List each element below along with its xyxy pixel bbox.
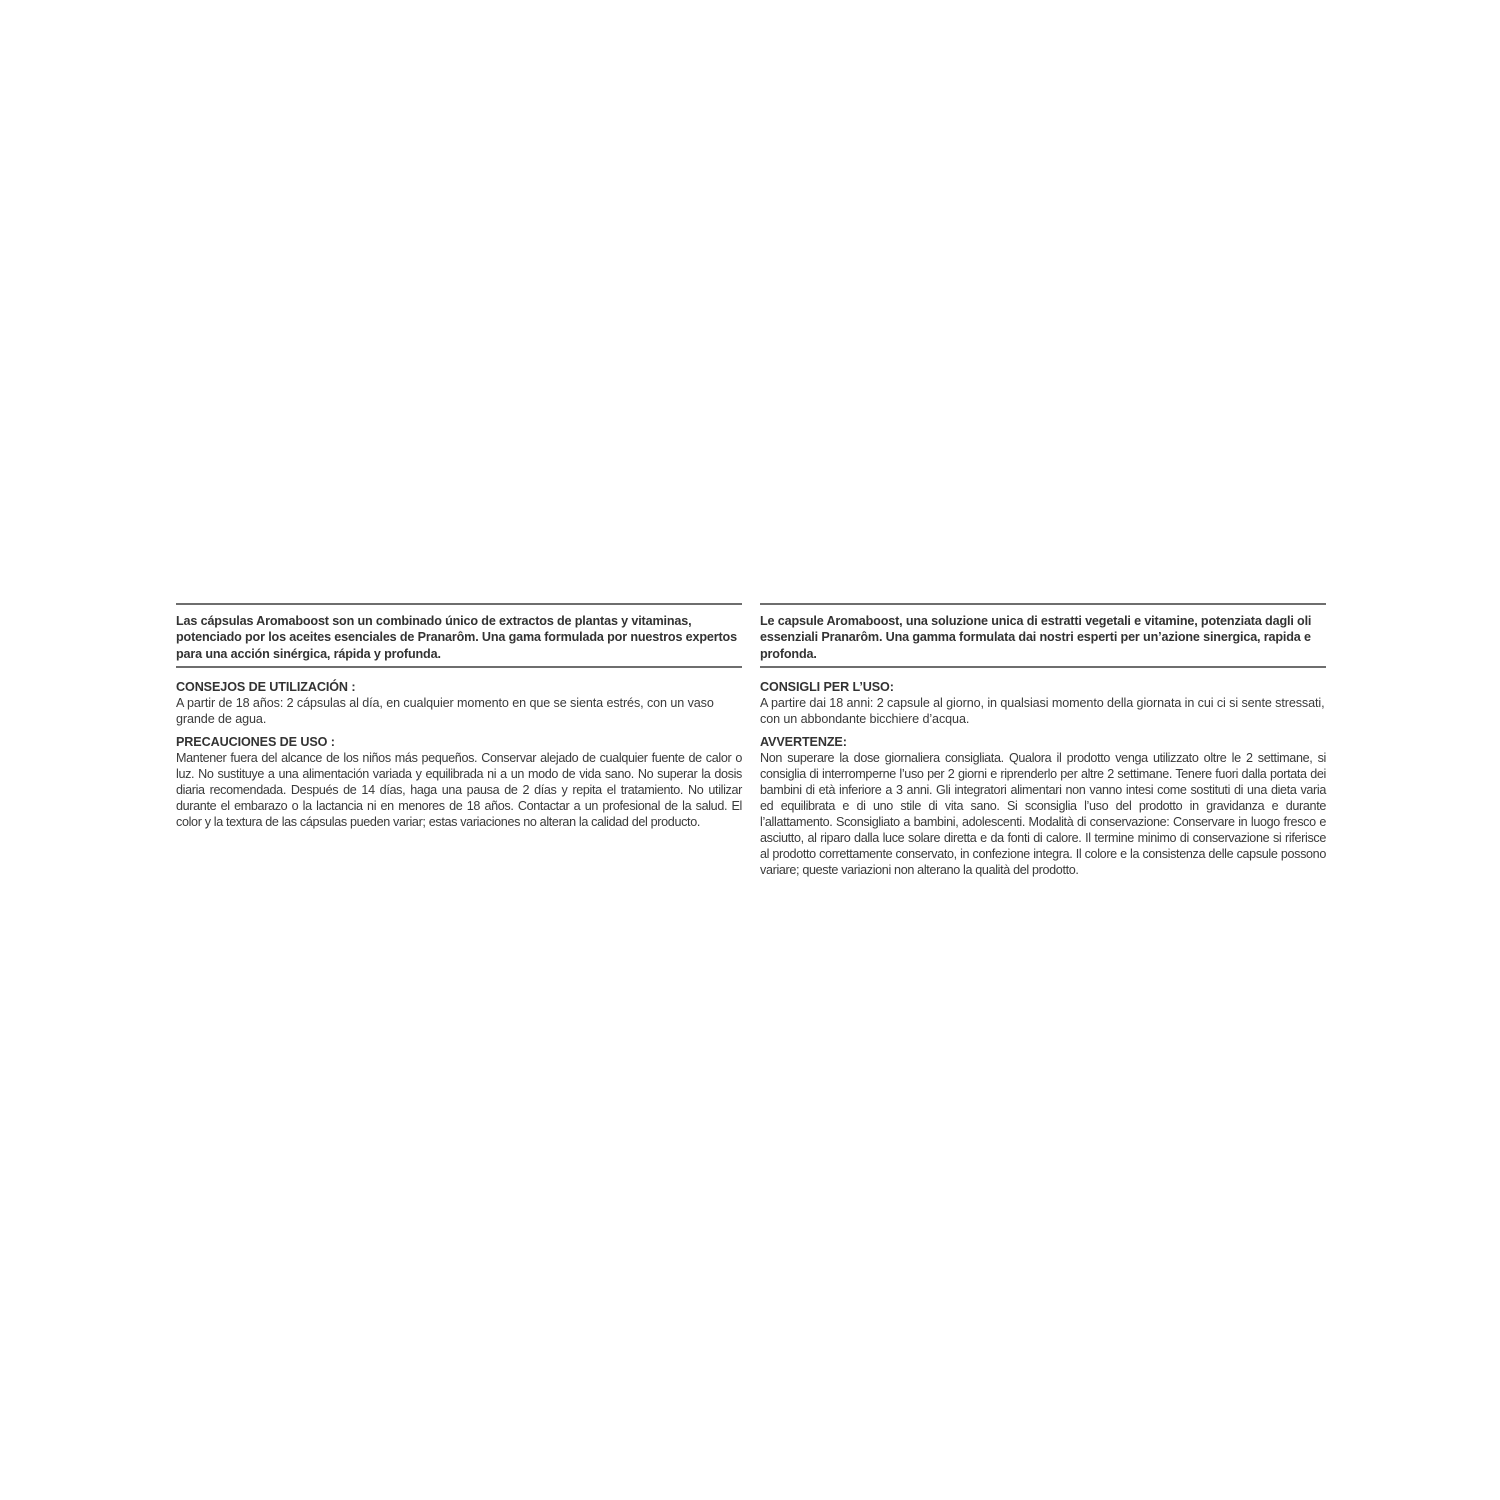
- intro-divider: [760, 666, 1326, 668]
- usage-section: [760, 680, 1326, 727]
- usage-heading: CONSEJOS DE UTILIZACIÓN :: [176, 680, 356, 695]
- intro-divider: [176, 666, 742, 668]
- precautions-section: [176, 735, 742, 830]
- top-divider: [176, 603, 742, 605]
- precautions-heading: PRECAUCIONES DE USO :: [176, 735, 335, 750]
- usage-text: A partir de 18 años: 2 cápsulas al día, en cualquier momento en que se sienta estrés, con un vaso grande de agua.: [176, 696, 714, 727]
- usage-text: A partire dai 18 anni: 2 capsule al giorno, in qualsiasi momento della giornata in cui ci si sente stressati, con un abbondante bicchiere d’acqua.: [760, 696, 1325, 727]
- usage-section: [176, 680, 742, 727]
- intro-paragraph: Le capsule Aromaboost, una soluzione unica di estratti vegetali e vitamine, potenziata dagli oli essenziali Pranarôm. Una gamma formulata dai nostri esperti per un’azione sinergica, rapida e profonda.: [760, 614, 1312, 661]
- usage-heading: CONSIGLI PER L’USO:: [760, 680, 894, 695]
- warnings-text: Non superare la dose giornaliera consigliata. Qualora il prodotto venga utilizzato oltre le 2 settimane, si consiglia di interromperne l’uso per 2 giorni e riprenderlo per altre 2 settimane. Tenere fuori dalla portata dei bambini di età inferiore a 3 anni. Gli integratori alimentari non vanno intesi come sostituti di una dieta varia ed equilibrata e di uno stile di vita sano. Si sconsiglia l’uso del prodotto in gravidanza e durante l’allattamento. Sconsigliato a bambini, adolescenti. Modalità di conservazione: Conservare in luogo fresco e asciutto, al riparo dalla luce solare diretta e da fonti di calore. Il termine minimo di conservazione si riferisce al prodotto correttamente conservato, in confezione integra. Il colore e la consistenza delle capsule possono variare; queste variazioni non alterano la qualità del prodotto.: [760, 751, 1326, 878]
- top-divider: [760, 603, 1326, 605]
- spanish-column: [176, 603, 742, 830]
- warnings-section: [760, 735, 1326, 878]
- italian-column: [760, 603, 1326, 878]
- precautions-text: Mantener fuera del alcance de los niños más pequeños. Conservar alejado de cualquier fuente de calor o luz. No sustituye a una alimentación variada y equilibrada ni a un modo de vida sano. No superar la dosis diaria recomendada. Después de 14 días, haga una pausa de 2 días y repita el tratamiento. No utilizar durante el embarazo o la lactancia ni en menores de 18 años. Contactar a un profesional de la salud. El color y la textura de las cápsulas pueden variar; estas variaciones no alteran la calidad del producto.: [176, 751, 742, 830]
- warnings-heading: AVVERTENZE:: [760, 735, 847, 750]
- intro-paragraph: Las cápsulas Aromaboost son un combinado único de extractos de plantas y vitaminas, potenciado por los aceites esenciales de Pranarôm. Una gama formulada por nuestros expertos para una acción sinérgica, rápida y profunda.: [176, 614, 737, 661]
